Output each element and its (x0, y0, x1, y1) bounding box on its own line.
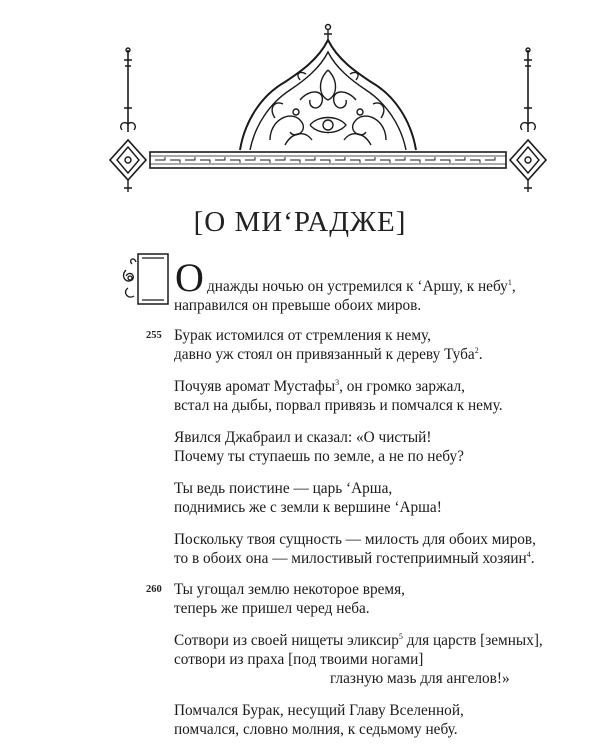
verse-line: направился он превыше обоих миров. (174, 297, 422, 314)
verse-line: Помчался Бурак, несущий Главу Вселенной, (174, 702, 464, 719)
verse-line: Бурак истомился от стремления к нему, (174, 327, 431, 344)
drop-cap: О (175, 255, 204, 300)
page-title: [О МИ‘РАДЖЕ] (193, 206, 407, 238)
verse-line: то в обоих она — милостивый гостеприимный хозяин$^4$. (174, 550, 535, 567)
verse-line: глазную мазь для ангелов!» (330, 670, 510, 687)
verse-line: днажды ночью он устремился к ‘Аршу, к небу$^1$, (207, 278, 516, 295)
verse-line: Почуяв аромат Мустафы$^3$, он громко заржал, (174, 378, 465, 395)
initial-ornament (118, 250, 170, 308)
verse-line: помчался, словно молния, к седьмому небу. (174, 721, 458, 738)
verse-line: Поскольку твоя сущность — милость для обоих миров, (174, 531, 536, 548)
verse-line: Сотвори из своей нищеты эликсир$^5$ для царств [земных], (174, 632, 543, 649)
verse-line: теперь же пришел черед неба. (174, 600, 370, 617)
line-number: 255 (146, 330, 162, 341)
verse-line: Ты ведь поистине — царь ‘Арша, (174, 480, 393, 497)
verse-line: сотвори из праха [под твоими ногами] (174, 651, 424, 668)
verse-line: встал на дыбы, порвал привязь и помчался к нему. (174, 397, 503, 414)
verse-line: поднимись же с земли к вершине ‘Арша! (174, 499, 442, 516)
verse-line: давно уж стоял он привязанный к дереву Туба$^2$. (174, 346, 483, 363)
verse-line: Явился Джабраил и сказал: «О чистый! (174, 429, 432, 446)
verse-line: Почему ты ступаешь по земле, а не по небу? (174, 448, 464, 465)
verse-line: Ты угощал землю некоторое время, (174, 581, 405, 598)
header-ornament (0, 0, 600, 200)
line-number: 260 (146, 584, 162, 595)
